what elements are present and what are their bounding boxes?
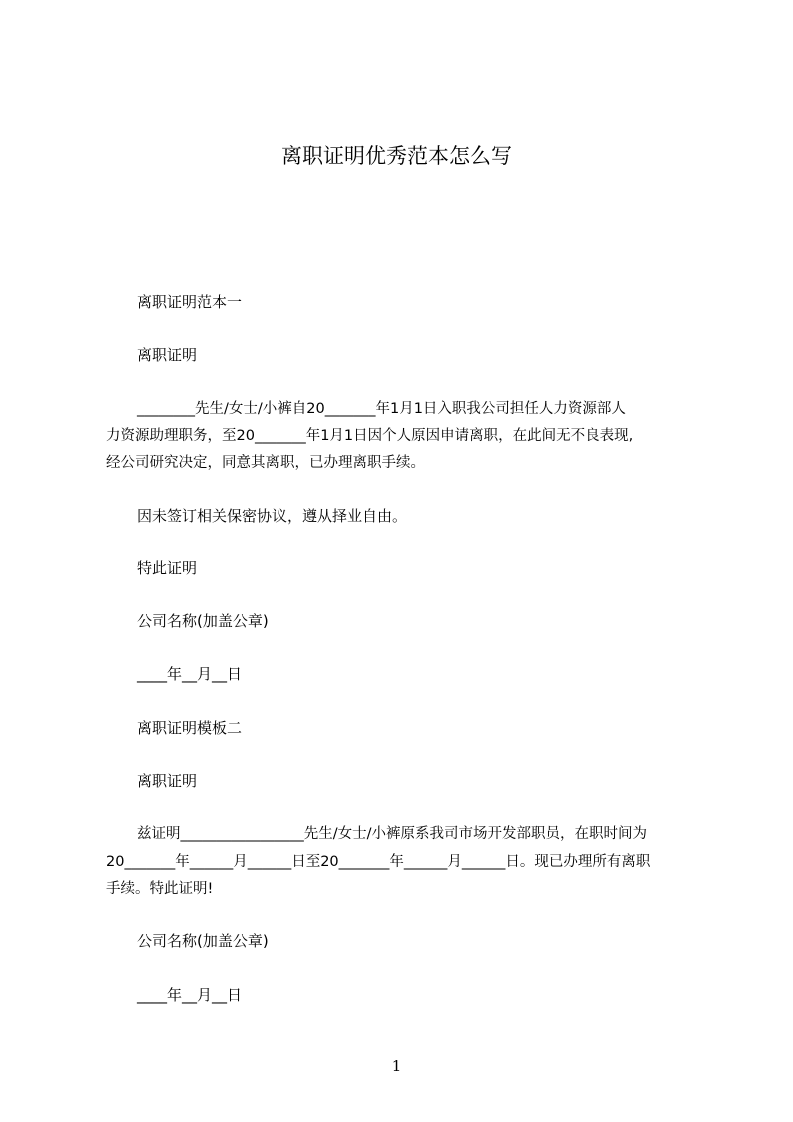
- section2-company: 公司名称(加盖公章): [137, 932, 269, 950]
- section1-para1-line1: ________先生/女士/小裤自20_______年1月1日入职我公司担任人力资源部人: [137, 401, 626, 417]
- section1-subheading: 离职证明: [137, 346, 198, 364]
- page-number: 1: [391, 1057, 402, 1075]
- section1-closing: 特此证明: [137, 559, 198, 577]
- section1-para1-line3: 经公司研究决定，同意其离职，已办理离职手续。: [106, 455, 425, 471]
- section2-para1-line3: 手续。特此证明!: [106, 881, 214, 897]
- section1-company: 公司名称(加盖公章): [137, 612, 269, 630]
- section1-date: ____年__月__日: [137, 665, 243, 683]
- section1-para1-line2: 力资源助理职务，至20_______年1月1日因个人原因申请离职，在此间无不良表现,: [106, 428, 634, 444]
- section2-para1-line1: 兹证明_________________先生/女士/小裤原系我司市场开发部职员，在职时间为: [137, 826, 648, 842]
- section1-para2: 因未签订相关保密协议，遵从择业自由。: [137, 507, 408, 525]
- document-title: 离职证明优秀范本怎么写: [281, 144, 512, 168]
- section2-para1-line2: 20_______年______月______日至20_______年______月______日。现已办理所有离职: [106, 854, 651, 870]
- section1-heading: 离职证明范本一: [137, 293, 243, 311]
- section2-date: ____年__月__日: [137, 986, 243, 1004]
- section2-subheading: 离职证明: [137, 772, 198, 790]
- section2-heading: 离职证明模板二: [137, 719, 243, 737]
